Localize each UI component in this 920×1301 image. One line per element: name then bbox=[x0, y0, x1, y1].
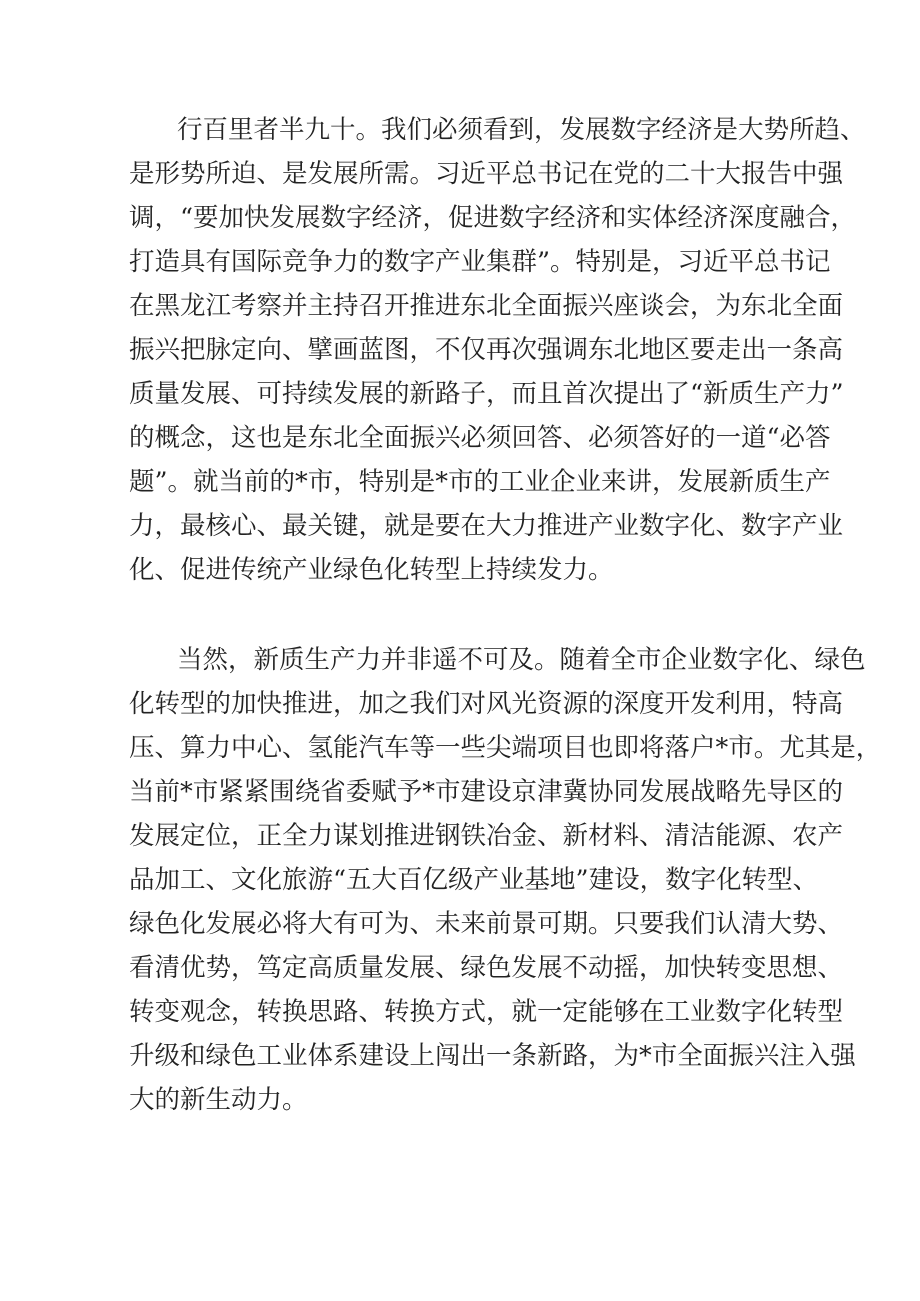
paragraph-line: 当然，新质生产力并非遥不可及。随着全市企业数字化、绿色 bbox=[177, 645, 866, 675]
paragraph-2 bbox=[129, 638, 882, 1122]
paragraph-line: 压、算力中心、氢能汽车等一些尖端项目也即将落户*市。尤其是， bbox=[129, 733, 882, 763]
paragraph-line: 调，“要加快发展数字经济，促进数字经济和实体经济深度融合， bbox=[129, 203, 857, 233]
paragraph-line: 的概念，这也是东北全面振兴必须回答、必须答好的一道“必答 bbox=[129, 423, 831, 453]
paragraph-line: 力，最核心、最关键，就是要在大力推进产业数字化、数字产业 bbox=[129, 511, 844, 541]
paragraph-line: 质量发展、可持续发展的新路子，而且首次提出了“新质生产力” bbox=[129, 379, 844, 409]
paragraph-line: 品加工、文化旅游“五大百亿级产业基地”建设，数字化转型、 bbox=[129, 865, 819, 895]
paragraph-line: 升级和绿色工业体系建设上闯出一条新路，为*市全面振兴注入强 bbox=[129, 1041, 856, 1071]
paragraph-line: 行百里者半九十。我们必须看到，发展数字经济是大势所趋、 bbox=[177, 115, 866, 145]
paragraph-line: 绿色化发展必将大有可为、未来前景可期。只要我们认清大势、 bbox=[129, 909, 844, 939]
paragraph-line: 题”。就当前的*市，特别是*市的工业企业来讲，发展新质生产 bbox=[129, 467, 831, 497]
paragraph-line: 是形势所迫、是发展所需。习近平总书记在党的二十大报告中强 bbox=[129, 159, 844, 189]
paragraph-line: 大的新生动力。 bbox=[129, 1085, 308, 1115]
paragraph-line: 发展定位，正全力谋划推进钢铁冶金、新材料、清洁能源、农产 bbox=[129, 821, 844, 851]
paragraph-line: 在黑龙江考察并主持召开推进东北全面振兴座谈会，为东北全面 bbox=[129, 291, 844, 321]
paragraph-line: 看清优势，笃定高质量发展、绿色发展不动摇，加快转变思想、 bbox=[129, 953, 844, 983]
paragraph-line: 化转型的加快推进，加之我们对风光资源的深度开发利用，特高 bbox=[129, 689, 844, 719]
paragraph-line: 化、促进传统产业绿色化转型上持续发力。 bbox=[129, 555, 614, 585]
paragraph-line: 振兴把脉定向、擘画蓝图，不仅再次强调东北地区要走出一条高 bbox=[129, 335, 844, 365]
paragraph-line: 当前*市紧紧围绕省委赋予*市建设京津冀协同发展战略先导区的 bbox=[129, 777, 844, 807]
paragraph-1 bbox=[129, 108, 866, 592]
paragraph-line: 转变观念，转换思路、转换方式，就一定能够在工业数字化转型 bbox=[129, 997, 844, 1027]
paragraph-line: 打造具有国际竞争力的数字产业集群”。特别是，习近平总书记 bbox=[129, 247, 831, 277]
